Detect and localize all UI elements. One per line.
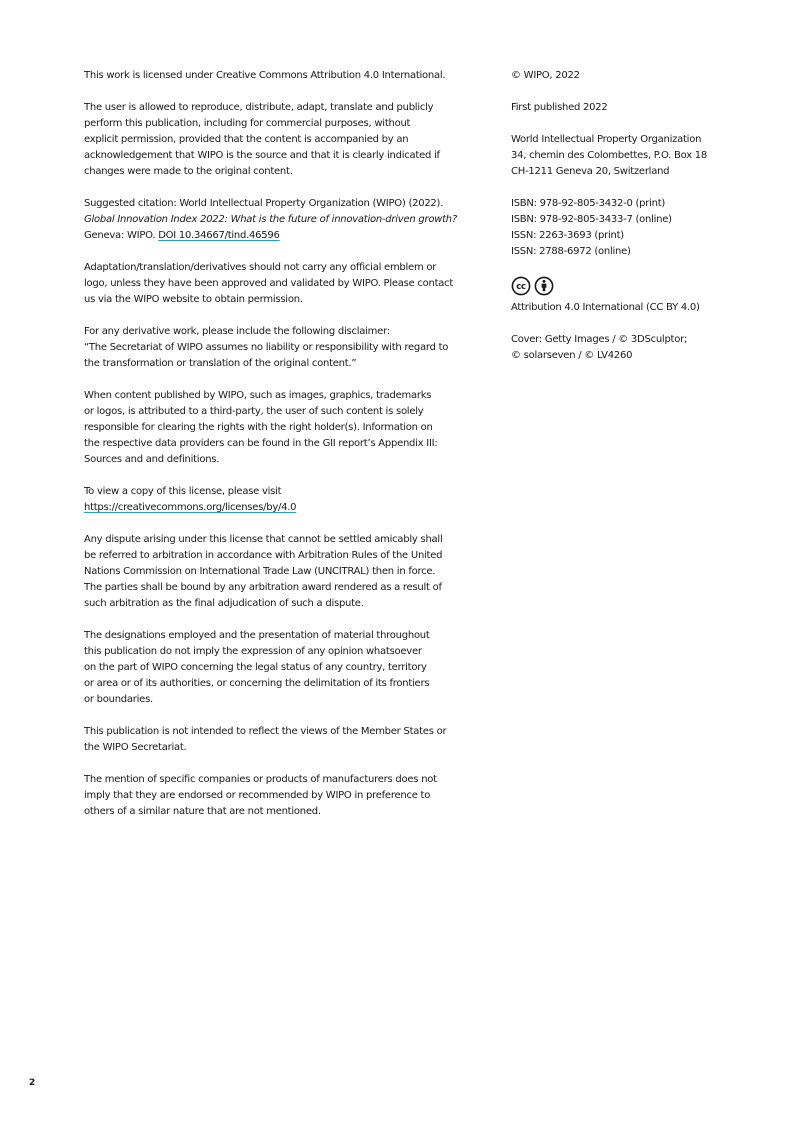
text-line: “The Secretariat of WIPO assumes no liability or responsibility with regard to (84, 342, 449, 353)
text-line: This publication is not intended to reflect the views of the Member States or (84, 726, 447, 737)
text-line: 34, chemin des Colombettes, P.O. Box 18 (511, 150, 708, 161)
citation-title (84, 212, 457, 228)
text-line: When content published by WIPO, such as images, graphics, trademarks (84, 390, 432, 401)
text-line: responsible for clearing the rights with the right holder(s). Information on (84, 422, 433, 433)
disclaimer (84, 324, 449, 372)
text-line: The mention of specific companies or products of manufacturers does not (84, 774, 437, 785)
text-line: First published 2022 (511, 102, 608, 113)
text-line: changes were made to the original content. (84, 166, 293, 177)
cover-credits (511, 332, 761, 364)
text-line: Cover: Getty Images / © 3DSculptor; (511, 334, 688, 345)
text-line: imply that they are endorsed or recommended by WIPO in preference to (84, 790, 431, 801)
attribution-icon (534, 276, 554, 296)
endorsement-notice (84, 772, 446, 820)
text-line: Sources and and definitions. (84, 454, 220, 465)
text-line: or logos, is attributed to a third-party, the user of such content is solely (84, 406, 424, 417)
publisher-address (511, 132, 761, 180)
suggested-citation (84, 196, 457, 244)
text-line: acknowledgement that WIPO is the source and that it is clearly indicated if (84, 150, 440, 161)
text-line: the WIPO Secretariat. (84, 742, 187, 753)
text-line: on the part of WIPO concerning the legal status of any country, territory (84, 662, 427, 673)
usage-permissions (84, 100, 446, 180)
text-line: the respective data providers can be found in the GII report’s Appendix III: (84, 438, 438, 449)
doi-link[interactable]: DOI 10.34667/tind.46596 (158, 230, 280, 241)
text-line: or area or of its authorities, or concerning the delimitation of its frontiers (84, 678, 430, 689)
text-line: us via the WIPO website to obtain permission. (84, 294, 303, 305)
copyright-notice (511, 68, 761, 84)
text-line: World Intellectual Property Organization (511, 134, 702, 145)
third-party-content (84, 388, 446, 468)
publisher-text: Geneva: WIPO. (84, 230, 159, 241)
text-line: explicit permission, provided that the content is accompanied by an (84, 134, 409, 145)
text-line: Any dispute arising under this license that cannot be settled amicably shall (84, 534, 443, 545)
text-line: The designations employed and the presentation of material throughout (84, 630, 430, 641)
license-link-paragraph (84, 484, 446, 516)
text-line: this publication do not imply the expression of any opinion whatsoever (84, 646, 422, 657)
text-line: perform this publication, including for commercial purposes, without (84, 118, 411, 129)
cc-license-icons (511, 276, 761, 296)
views-notice (84, 724, 446, 756)
text-line: This work is licensed under Creative Commons Attribution 4.0 International. (84, 70, 446, 81)
left-column (84, 68, 457, 836)
license-statement (84, 68, 446, 84)
text-line: To view a copy of this license, please visit (84, 486, 282, 497)
cc-icon (511, 276, 531, 296)
issn-print: ISSN: 2263-3693 (print) (511, 230, 624, 241)
citation-line: Suggested citation: World Intellectual Property Organization (WIPO) (2022). (84, 198, 444, 209)
text-line: Nations Commission on International Trade Law (UNCITRAL) then in force. (84, 566, 436, 577)
license-url-link[interactable]: https://creativecommons.org/licenses/by/4.0 (84, 502, 297, 513)
text-line: the transformation or translation of the original content.” (84, 358, 357, 369)
license-url-line (84, 500, 446, 516)
svg-text:cc: cc (516, 282, 526, 293)
first-published (511, 100, 761, 116)
page-number: 2 (29, 1078, 36, 1088)
text-line: The parties shall be bound by any arbitration award rendered as a result of (84, 582, 442, 593)
publication-title: Global Innovation Index 2022: What is the future of innovation-driven growth? (84, 214, 457, 225)
designations-notice (84, 628, 446, 708)
text-line: others of a similar nature that are not mentioned. (84, 806, 321, 817)
dispute-resolution (84, 532, 446, 612)
text-line: CH-1211 Geneva 20, Switzerland (511, 166, 670, 177)
text-line: or boundaries. (84, 694, 153, 705)
issn-online: ISSN: 2788-6972 (online) (511, 246, 631, 257)
adaptation-notice (84, 260, 454, 308)
citation-publisher (84, 228, 446, 244)
isbn-print: ISBN: 978-92-805-3432-0 (print) (511, 198, 666, 209)
publication-identifiers (511, 196, 761, 260)
text-line: be referred to arbitration in accordance with Arbitration Rules of the United (84, 550, 443, 561)
text-line: Adaptation/translation/derivatives should not carry any official emblem or (84, 262, 437, 273)
text-line: For any derivative work, please include the following disclaimer: (84, 326, 390, 337)
text-line: The user is allowed to reproduce, distribute, adapt, translate and publicly (84, 102, 434, 113)
isbn-online: ISBN: 978-92-805-3433-7 (online) (511, 214, 672, 225)
text-line: logo, unless they have been approved and validated by WIPO. Please contact (84, 278, 454, 289)
text-line: such arbitration as the final adjudication of such a dispute. (84, 598, 364, 609)
text-line: © solarseven / © LV4260 (511, 350, 633, 361)
license-name (511, 300, 761, 316)
right-column (511, 68, 761, 380)
text-line: © WIPO, 2022 (511, 70, 580, 81)
text-line: Attribution 4.0 International (CC BY 4.0) (511, 302, 700, 313)
